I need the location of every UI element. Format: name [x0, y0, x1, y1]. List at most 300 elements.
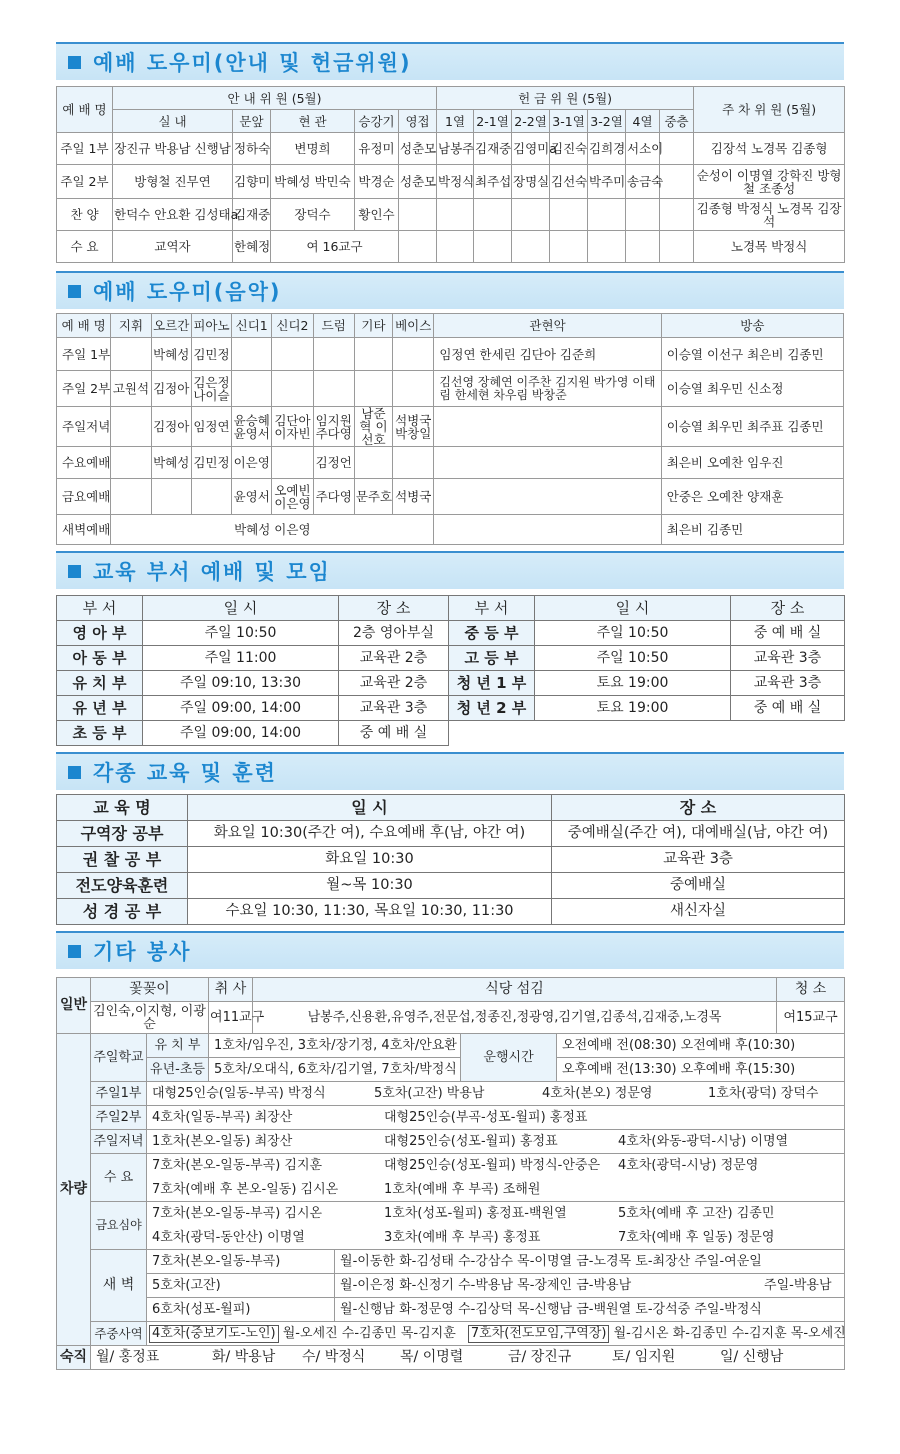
vehicle-entry: 4호차(광덕-동안산) 이명열: [152, 1229, 305, 1245]
header-cell: 부 서: [449, 596, 535, 621]
header-cell: 교 육 명: [57, 795, 188, 821]
header-cell: 관현악: [434, 314, 661, 338]
cell: [588, 231, 626, 263]
friday-vehicles: [147, 1202, 845, 1226]
cleaning-cell: 여15교구: [777, 1002, 845, 1034]
sunday-evening-label: 주일저녁: [91, 1130, 147, 1154]
section-header-education-dept: [56, 551, 844, 589]
service-name: 수 요: [57, 231, 113, 263]
cell: 박혜성 박민숙: [271, 165, 355, 199]
empty-cell: [449, 721, 535, 746]
orchestra-cell: [434, 479, 661, 515]
cell: 여 16교구: [271, 231, 399, 263]
cell: 수요일 10:30, 11:30, 목요일 10:30, 11:30: [188, 899, 552, 925]
service-name: 찬 양: [57, 199, 113, 231]
vehicle-entry: 1호차(예배 후 부곡) 조해원: [384, 1181, 541, 1197]
cell: 박혜성 이은영: [111, 515, 434, 545]
sunday2-label: 주일2부: [91, 1106, 147, 1130]
cell: 김선숙: [550, 165, 588, 199]
cell: 주일 09:00, 14:00: [143, 721, 339, 746]
cell: 박혜성: [151, 447, 191, 479]
table-row: [57, 621, 845, 646]
cell: 월~목 10:30: [188, 873, 552, 899]
cell: 장덕수: [271, 199, 355, 231]
cell: 송금숙: [626, 165, 660, 199]
broadcast-cell: 이승열 최우민 신소정: [661, 371, 843, 407]
vehicle-entry: 4호차(일동-부곡) 최장산: [152, 1110, 293, 1125]
vehicle-label: 차량: [57, 1034, 91, 1346]
cell: [588, 199, 626, 231]
cell: 장명실: [512, 165, 550, 199]
cell: [393, 338, 434, 371]
training-name: 구역장 공부: [57, 821, 188, 847]
training-table: [56, 794, 845, 925]
parking-cell: 김종형 박정식 노경목 김장석: [694, 199, 845, 231]
cell: 서소이: [626, 133, 660, 165]
vehicle-entry: 대형25인승(성포-월피) 홍정표: [384, 1134, 558, 1149]
header-cell: 기타: [354, 314, 392, 338]
cell: 교육관 3층: [552, 847, 845, 873]
cell: 황인수: [355, 199, 399, 231]
dept-name: 아 동 부: [57, 646, 143, 671]
broadcast-cell: 안중은 오예찬 양재훈: [661, 479, 843, 515]
orchestra-cell: [434, 447, 661, 479]
service-name: 금요예배: [57, 479, 111, 515]
music-table: [56, 313, 844, 545]
cell: 김민정: [191, 338, 231, 371]
duty-entry: 월/ 홍정표: [96, 1349, 160, 1365]
cell: 한혜정: [233, 231, 271, 263]
parking-cell: 노경목 박정식: [694, 231, 845, 263]
weekday-car: 4호차(중보기도-노인): [149, 1325, 279, 1343]
header-cooking: 취 사: [209, 978, 253, 1002]
service-name: 주일 1부: [57, 338, 111, 371]
vehicle-entry: 3호차(예배 후 부곡) 홍정표: [384, 1229, 541, 1245]
ushers-table: [56, 86, 845, 263]
cell: 중예배실(주간 여), 대예배실(남, 야간 여): [552, 821, 845, 847]
cell: [111, 447, 151, 479]
flower-cell: 김인숙,이지형, 이광순: [91, 1002, 209, 1034]
sunday-evening-vehicles: [147, 1130, 845, 1154]
cell: [660, 133, 694, 165]
cell: 석병국 박창일: [393, 407, 434, 447]
cell: 석병국: [393, 479, 434, 515]
cell: 남준혁 이선호: [354, 407, 392, 447]
education-dept-table: [56, 595, 845, 746]
cell: 주일 09:10, 13:30: [143, 671, 339, 696]
operating-time-pm: 오후예배 전(13:30) 오후예배 후(15:30): [557, 1058, 845, 1082]
table-row: [57, 646, 845, 671]
sub-header: 중층: [660, 110, 694, 133]
cell: 교육관 3층: [339, 696, 449, 721]
vehicle-entry: 대형25인승(부곡-성포-월피) 홍정표: [384, 1110, 588, 1125]
youth-vehicles: 5호차/오대식, 6호차/김기열, 7호차/박정식: [209, 1058, 461, 1082]
dawn-car: 5호차(고잔): [147, 1274, 335, 1298]
cell: [660, 165, 694, 199]
cell: [550, 231, 588, 263]
friday-label: 금요심야: [91, 1202, 147, 1250]
cell: 교육관 3층: [731, 671, 845, 696]
header-cell: 지휘: [111, 314, 151, 338]
training-name: 권 찰 공 부: [57, 847, 188, 873]
friday-vehicles-after: [147, 1226, 845, 1250]
vehicle-entry: 5호차(예배 후 고잔) 김종민: [618, 1206, 775, 1222]
cell: [272, 338, 313, 371]
orchestra-cell: [434, 407, 661, 447]
cell: 윤승혜 윤영서: [232, 407, 272, 447]
table-row: [57, 671, 845, 696]
square-bullet-icon: [68, 945, 81, 958]
vehicle-entry: 5호차(고잔) 박용남: [374, 1086, 485, 1101]
section-header-music: [56, 271, 844, 309]
cell: 화요일 10:30(주간 여), 수요예배 후(남, 야간 여): [188, 821, 552, 847]
table-row: [57, 338, 844, 371]
table-row: [57, 721, 845, 746]
cell: 김민정: [191, 447, 231, 479]
cell: 박경순: [355, 165, 399, 199]
service-name: 새벽예배: [57, 515, 111, 545]
header-cell: 장 소: [731, 596, 845, 621]
bulletin-page: [56, 42, 844, 1370]
cell: 화요일 10:30: [188, 847, 552, 873]
vehicle-entry: 4호차(광덕-시낭) 정문영: [618, 1158, 759, 1174]
operating-time-label: 운행시간: [461, 1034, 557, 1082]
cell: 중 예 배 실: [339, 721, 449, 746]
cell: 김단아 이자빈: [272, 407, 313, 447]
cell: 김진숙: [550, 133, 588, 165]
vehicle-entry: 4호차(본오) 정문영: [542, 1086, 653, 1101]
cell: [232, 371, 272, 407]
service-name: 주일저녁: [57, 407, 111, 447]
sunday2-vehicles: [147, 1106, 845, 1130]
cell: 주일 10:50: [143, 621, 339, 646]
weekday-ministry-label: 주중사역: [91, 1322, 147, 1346]
sunday-school-label: 주일학교: [91, 1034, 147, 1082]
table-row: [57, 873, 845, 899]
sunday1-label: 주일1부: [91, 1082, 147, 1106]
sub-header: 2-2열: [512, 110, 550, 133]
section-header-ushers: [56, 42, 844, 80]
cell: [313, 371, 354, 407]
cell: 중 예 배 실: [731, 621, 845, 646]
cell: [474, 231, 512, 263]
other-service-table: [56, 977, 845, 1370]
square-bullet-icon: [68, 56, 81, 69]
table-row: [57, 371, 844, 407]
table-row: [57, 447, 844, 479]
cell: [111, 479, 151, 515]
sub-header: 실 내: [113, 110, 233, 133]
square-bullet-icon: [68, 285, 81, 298]
header-dining: 식당 섬김: [253, 978, 777, 1002]
cell: 김정아: [151, 407, 191, 447]
sub-header: 현 관: [271, 110, 355, 133]
dining-cell: 남봉주,신용환,유영주,전문섭,정종진,정광영,김기열,김종석,김재중,노경목: [253, 1002, 777, 1034]
header-cell: 피아노: [191, 314, 231, 338]
table-row: [57, 515, 844, 545]
cell: 교육관 3층: [731, 646, 845, 671]
dept-name: 청 년 1 부: [449, 671, 535, 696]
table-row: [57, 199, 845, 231]
service-name: 주일 2부: [57, 371, 111, 407]
cell: 교육관 2층: [339, 646, 449, 671]
cell: 방형철 진무연: [113, 165, 233, 199]
broadcast-cell: 이승열 최우민 최주표 김종민: [661, 407, 843, 447]
cell: [111, 407, 151, 447]
cell: [474, 199, 512, 231]
cell: 박정식: [437, 165, 474, 199]
cell: 주일 11:00: [143, 646, 339, 671]
parking-cell: 김장석 노경목 김종형: [694, 133, 845, 165]
table-row: [57, 479, 844, 515]
section-header-training: [56, 752, 844, 790]
section-header-other-service: [56, 931, 844, 969]
night-duty: [91, 1346, 845, 1370]
cell: [393, 371, 434, 407]
vehicle-entry: 1호차(본오-일동) 최장산: [152, 1134, 293, 1149]
weekday-days: 월-오세진 수-김종민 목-김지훈: [282, 1325, 456, 1341]
header-offering: 헌 금 위 원 (5월): [437, 87, 694, 110]
cell: [354, 371, 392, 407]
broadcast-cell: 최은비 오예찬 임우진: [661, 447, 843, 479]
cell: [354, 338, 392, 371]
dept-name: 초 등 부: [57, 721, 143, 746]
cell: 박혜성: [151, 338, 191, 371]
header-cell: 일 시: [535, 596, 731, 621]
general-label: 일반: [57, 978, 91, 1034]
dept-name: 중 등 부: [449, 621, 535, 646]
cell: 중예배실: [552, 873, 845, 899]
header-service-name: 예 배 명: [57, 87, 113, 133]
dept-name: 청 년 2 부: [449, 696, 535, 721]
cell: [660, 231, 694, 263]
cell: [393, 447, 434, 479]
vehicle-entry: 1호차(성포-월피) 홍정표-백원열: [384, 1206, 567, 1222]
header-cell: 오르간: [151, 314, 191, 338]
section-title: 예배 도우미(안내 및 헌금위원): [93, 51, 412, 75]
vehicle-entry: 1호차(광덕) 장덕수: [708, 1086, 819, 1101]
header-guide: 안 내 위 원 (5월): [113, 87, 437, 110]
training-name: 전도양육훈련: [57, 873, 188, 899]
parking-cell: 순성이 이명열 강학진 방형철 조종성: [694, 165, 845, 199]
vehicle-entry: 4호차(와동-광덕-시낭) 이명열: [618, 1134, 789, 1149]
cell: [232, 338, 272, 371]
table-row: [57, 231, 845, 263]
cell: [313, 338, 354, 371]
header-cleaning: 청 소: [777, 978, 845, 1002]
orchestra-cell: 임정연 한세린 김단아 김준희: [434, 338, 661, 371]
cell: 임지원 주다영: [313, 407, 354, 447]
sunday1-vehicles: [147, 1082, 845, 1106]
cell: [512, 199, 550, 231]
cell: [550, 199, 588, 231]
cell: [111, 338, 151, 371]
cell: 주일 10:50: [535, 621, 731, 646]
cell: 새신자실: [552, 899, 845, 925]
cell: 주다영: [313, 479, 354, 515]
sub-header: 2-1열: [474, 110, 512, 133]
dept-name: 고 등 부: [449, 646, 535, 671]
cell: 중 예 배 실: [731, 696, 845, 721]
header-cell: 부 서: [57, 596, 143, 621]
cell: 교육관 2층: [339, 671, 449, 696]
vehicle-entry: 대형25인승(성포-월피) 박정식-안중은: [384, 1158, 601, 1174]
cell: 김향미: [233, 165, 271, 199]
header-cell: 예 배 명: [57, 314, 111, 338]
empty-cell: [535, 721, 731, 746]
cell: 주일 09:00, 14:00: [143, 696, 339, 721]
cell: [437, 199, 474, 231]
service-name: 주일 1부: [57, 133, 113, 165]
section-title: 기타 봉사: [93, 940, 192, 964]
cell: 임정연: [191, 407, 231, 447]
cell: [151, 479, 191, 515]
table-row: [57, 696, 845, 721]
dawn-car: 7호차(본오-일동-부곡): [147, 1250, 335, 1274]
vehicle-entry: 7호차(예배 후 본오-일동) 김시온: [152, 1181, 339, 1197]
table-row: [57, 821, 845, 847]
cell: 장진규 박용남 신행남: [113, 133, 233, 165]
cell: 정하숙: [233, 133, 271, 165]
sub-header: 승강기: [355, 110, 399, 133]
cell: 김재중: [233, 199, 271, 231]
cell: [626, 231, 660, 263]
broadcast-cell: 최은비 김종민: [661, 515, 843, 545]
dept-name: 유 치 부: [57, 671, 143, 696]
dawn-car: 6호차(성포-월피): [147, 1298, 335, 1322]
weekday-car: 7호차(전도모임,구역장): [468, 1325, 610, 1343]
kinder-vehicles: 1호차/임우진, 3호차/장기정, 4호차/안요환: [209, 1034, 461, 1058]
header-cell: 베이스: [393, 314, 434, 338]
cell: 토요 19:00: [535, 696, 731, 721]
cell: [191, 479, 231, 515]
cell: 김재중: [474, 133, 512, 165]
cell: 주일 10:50: [535, 646, 731, 671]
cooking-cell: 여11교구: [209, 1002, 253, 1034]
section-title: 예배 도우미(음악): [93, 280, 282, 304]
cell: 박주미: [588, 165, 626, 199]
cell: 고원석: [111, 371, 151, 407]
orchestra-cell: [434, 515, 661, 545]
sub-header: 3-1열: [550, 110, 588, 133]
header-cell: 일 시: [188, 795, 552, 821]
section-title: 교육 부서 예배 및 모임: [93, 560, 331, 584]
night-duty-label: 숙직: [57, 1346, 91, 1370]
dept-name: 영 아 부: [57, 621, 143, 646]
vehicle-entry: 7호차(예배 후 일동) 정문영: [618, 1229, 775, 1245]
duty-entry: 목/ 이명렬: [400, 1349, 464, 1365]
cell: [660, 199, 694, 231]
table-row: [57, 133, 845, 165]
service-name: 주일 2부: [57, 165, 113, 199]
cell: 토요 19:00: [535, 671, 731, 696]
table-row: [57, 165, 845, 199]
cell: [354, 447, 392, 479]
cell: 윤영서: [232, 479, 272, 515]
header-parking: 주 차 위 원 (5월): [694, 87, 845, 133]
duty-entry: 화/ 박용남: [212, 1349, 276, 1365]
vehicle-entry: 7호차(본오-일동-부곡) 김시온: [152, 1206, 323, 1222]
section-title: 각종 교육 및 훈련: [93, 761, 277, 785]
kinder-label: 유 치 부: [147, 1034, 209, 1058]
cell: 김희경: [588, 133, 626, 165]
orchestra-cell: 김선영 장혜연 이주찬 김지원 박가영 이태림 한세현 차우림 박창준: [434, 371, 661, 407]
wednesday-label: 수 요: [91, 1154, 147, 1202]
cell: [626, 199, 660, 231]
cell: 성춘모: [399, 165, 437, 199]
sub-header: 문앞: [233, 110, 271, 133]
cell: 최주섭: [474, 165, 512, 199]
cell: [272, 371, 313, 407]
header-cell: 신디1: [232, 314, 272, 338]
vehicle-entry: 7호차(본오-일동-부곡) 김지훈: [152, 1158, 323, 1174]
cell: 김정아: [151, 371, 191, 407]
cell: 변명희: [271, 133, 355, 165]
cell: [512, 231, 550, 263]
operating-time-am: 오전예배 전(08:30) 오전예배 후(10:30): [557, 1034, 845, 1058]
header-cell: 장 소: [552, 795, 845, 821]
duty-entry: 일/ 신행남: [720, 1349, 784, 1365]
header-cell: 일 시: [143, 596, 339, 621]
broadcast-cell: 이승열 이선구 최은비 김종민: [661, 338, 843, 371]
table-row: [57, 407, 844, 447]
cell: 남봉주: [437, 133, 474, 165]
vehicle-entry: 대형25인승(일동-부곡) 박정식: [152, 1086, 326, 1101]
dawn-schedule: [335, 1274, 845, 1298]
duty-entry: 금/ 장진규: [508, 1349, 572, 1365]
cell: 성춘모: [399, 133, 437, 165]
square-bullet-icon: [68, 565, 81, 578]
cell: 오예빈 이은영: [272, 479, 313, 515]
weekday-ministry: [147, 1322, 845, 1346]
cell: [399, 231, 437, 263]
dawn-label: 새 벽: [91, 1250, 147, 1322]
header-cell: 장 소: [339, 596, 449, 621]
sub-header: 영접: [399, 110, 437, 133]
duty-entry: 토/ 임지원: [612, 1349, 676, 1365]
service-name: 수요예배: [57, 447, 111, 479]
cell: 교역자: [113, 231, 233, 263]
cell: 이은영: [232, 447, 272, 479]
header-cell: 드럼: [313, 314, 354, 338]
sub-header: 4열: [626, 110, 660, 133]
cell: [272, 447, 313, 479]
cell: 유정미: [355, 133, 399, 165]
cell: 김영미a: [512, 133, 550, 165]
cell: [437, 231, 474, 263]
dept-name: 유 년 부: [57, 696, 143, 721]
duty-entry: 수/ 박정식: [302, 1349, 366, 1365]
header-flower: 꽃꽂이: [91, 978, 209, 1002]
header-cell: 방송: [661, 314, 843, 338]
cell: 문주호: [354, 479, 392, 515]
header-cell: 신디2: [272, 314, 313, 338]
square-bullet-icon: [68, 766, 81, 779]
dawn-schedule: 월-신행남 화-정문영 수-김상덕 목-신행남 금-백원열 토-강석중 주일-박정식: [335, 1298, 845, 1322]
sub-header: 3-2열: [588, 110, 626, 133]
sub-header: 1열: [437, 110, 474, 133]
wednesday-vehicles-after: [147, 1178, 845, 1202]
weekday-days: 월-김시온 화-김종민 수-김지훈 목-오세진: [613, 1325, 846, 1341]
cell: 2층 영아부실: [339, 621, 449, 646]
cell: [399, 199, 437, 231]
table-row: [57, 899, 845, 925]
cell: 김은정 나이슬: [191, 371, 231, 407]
cell: 한덕수 안요환 김성태a: [113, 199, 233, 231]
wednesday-vehicles: [147, 1154, 845, 1178]
youth-label: 유년-초등: [147, 1058, 209, 1082]
dawn-days: 월-이은정 화-신정기 수-박용남 목-장제인 금-박용남: [340, 1278, 632, 1293]
